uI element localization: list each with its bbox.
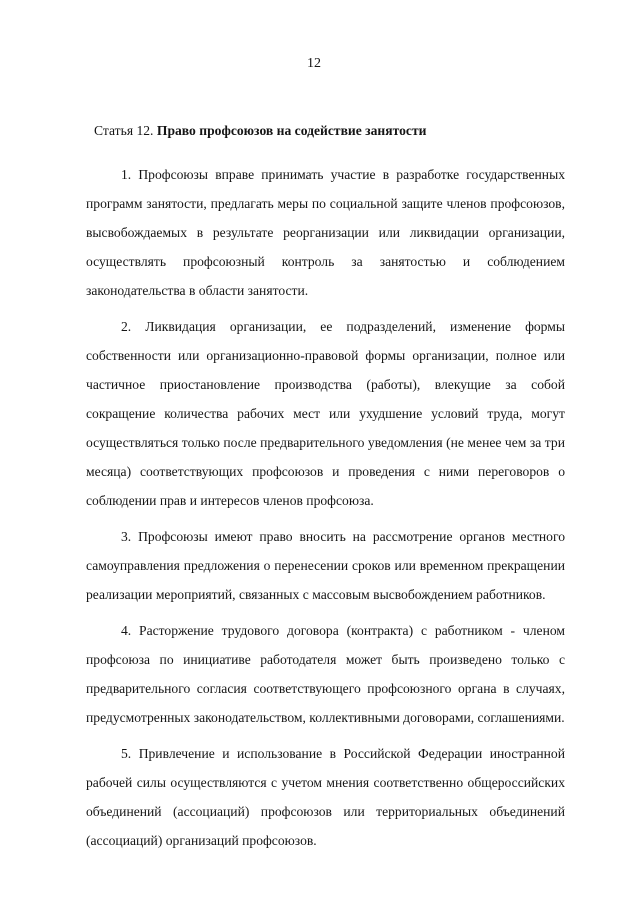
paragraph-3: 3. Профсоюзы имеют право вносить на рассмотрение органов местного самоуправления предложения о перенесении сроков или временном прекращении реализации мероприятий, связанных с массовым высвобождением работников.: [86, 529, 565, 602]
paragraph-2: 2. Ликвидация организации, ее подразделений, изменение формы собственности или организационно-правовой формы организации, полное или частичное приостановление производства (работы), влекущие за собой сокращение количества рабочих мест или ухудшение условий труда, могут осуществляться только после предварительного уведомления (не менее чем за три месяца) соответствующих профсоюзов и проведения с ними переговоров о соблюдении прав и интересов членов профсоюза.: [86, 319, 565, 508]
paragraph-4: 4. Расторжение трудового договора (контракта) с работником - членом профсоюза по инициативе работодателя может быть произведено только с предварительного согласия соответствующего профсоюзного органа в случаях, предусмотренных законодательством, коллективными договорами, соглашениями.: [86, 623, 565, 725]
paragraph-1: 1. Профсоюзы вправе принимать участие в разработке государственных программ занятости, предлагать меры по социальной защите членов профсоюзов, высвобождаемых в результате реорганизации или ликвидации организации, осуществлять профсоюзный контроль за занятостью и соблюдением законодательства в области занятости.: [86, 167, 565, 298]
article-heading: [94, 123, 574, 139]
page-number: 12: [307, 56, 321, 71]
article-body: [86, 160, 565, 862]
article-label: Статья 12.: [94, 123, 154, 138]
paragraph-5: 5. Привлечение и использование в Российской Федерации иностранной рабочей силы осуществляются с учетом мнения соответственно общероссийских объединений (ассоциаций) профсоюзов или территориальных объединений (ассоциаций) организаций профсоюзов.: [86, 746, 565, 848]
article-title: Право профсоюзов на содействие занятости: [156, 123, 427, 138]
